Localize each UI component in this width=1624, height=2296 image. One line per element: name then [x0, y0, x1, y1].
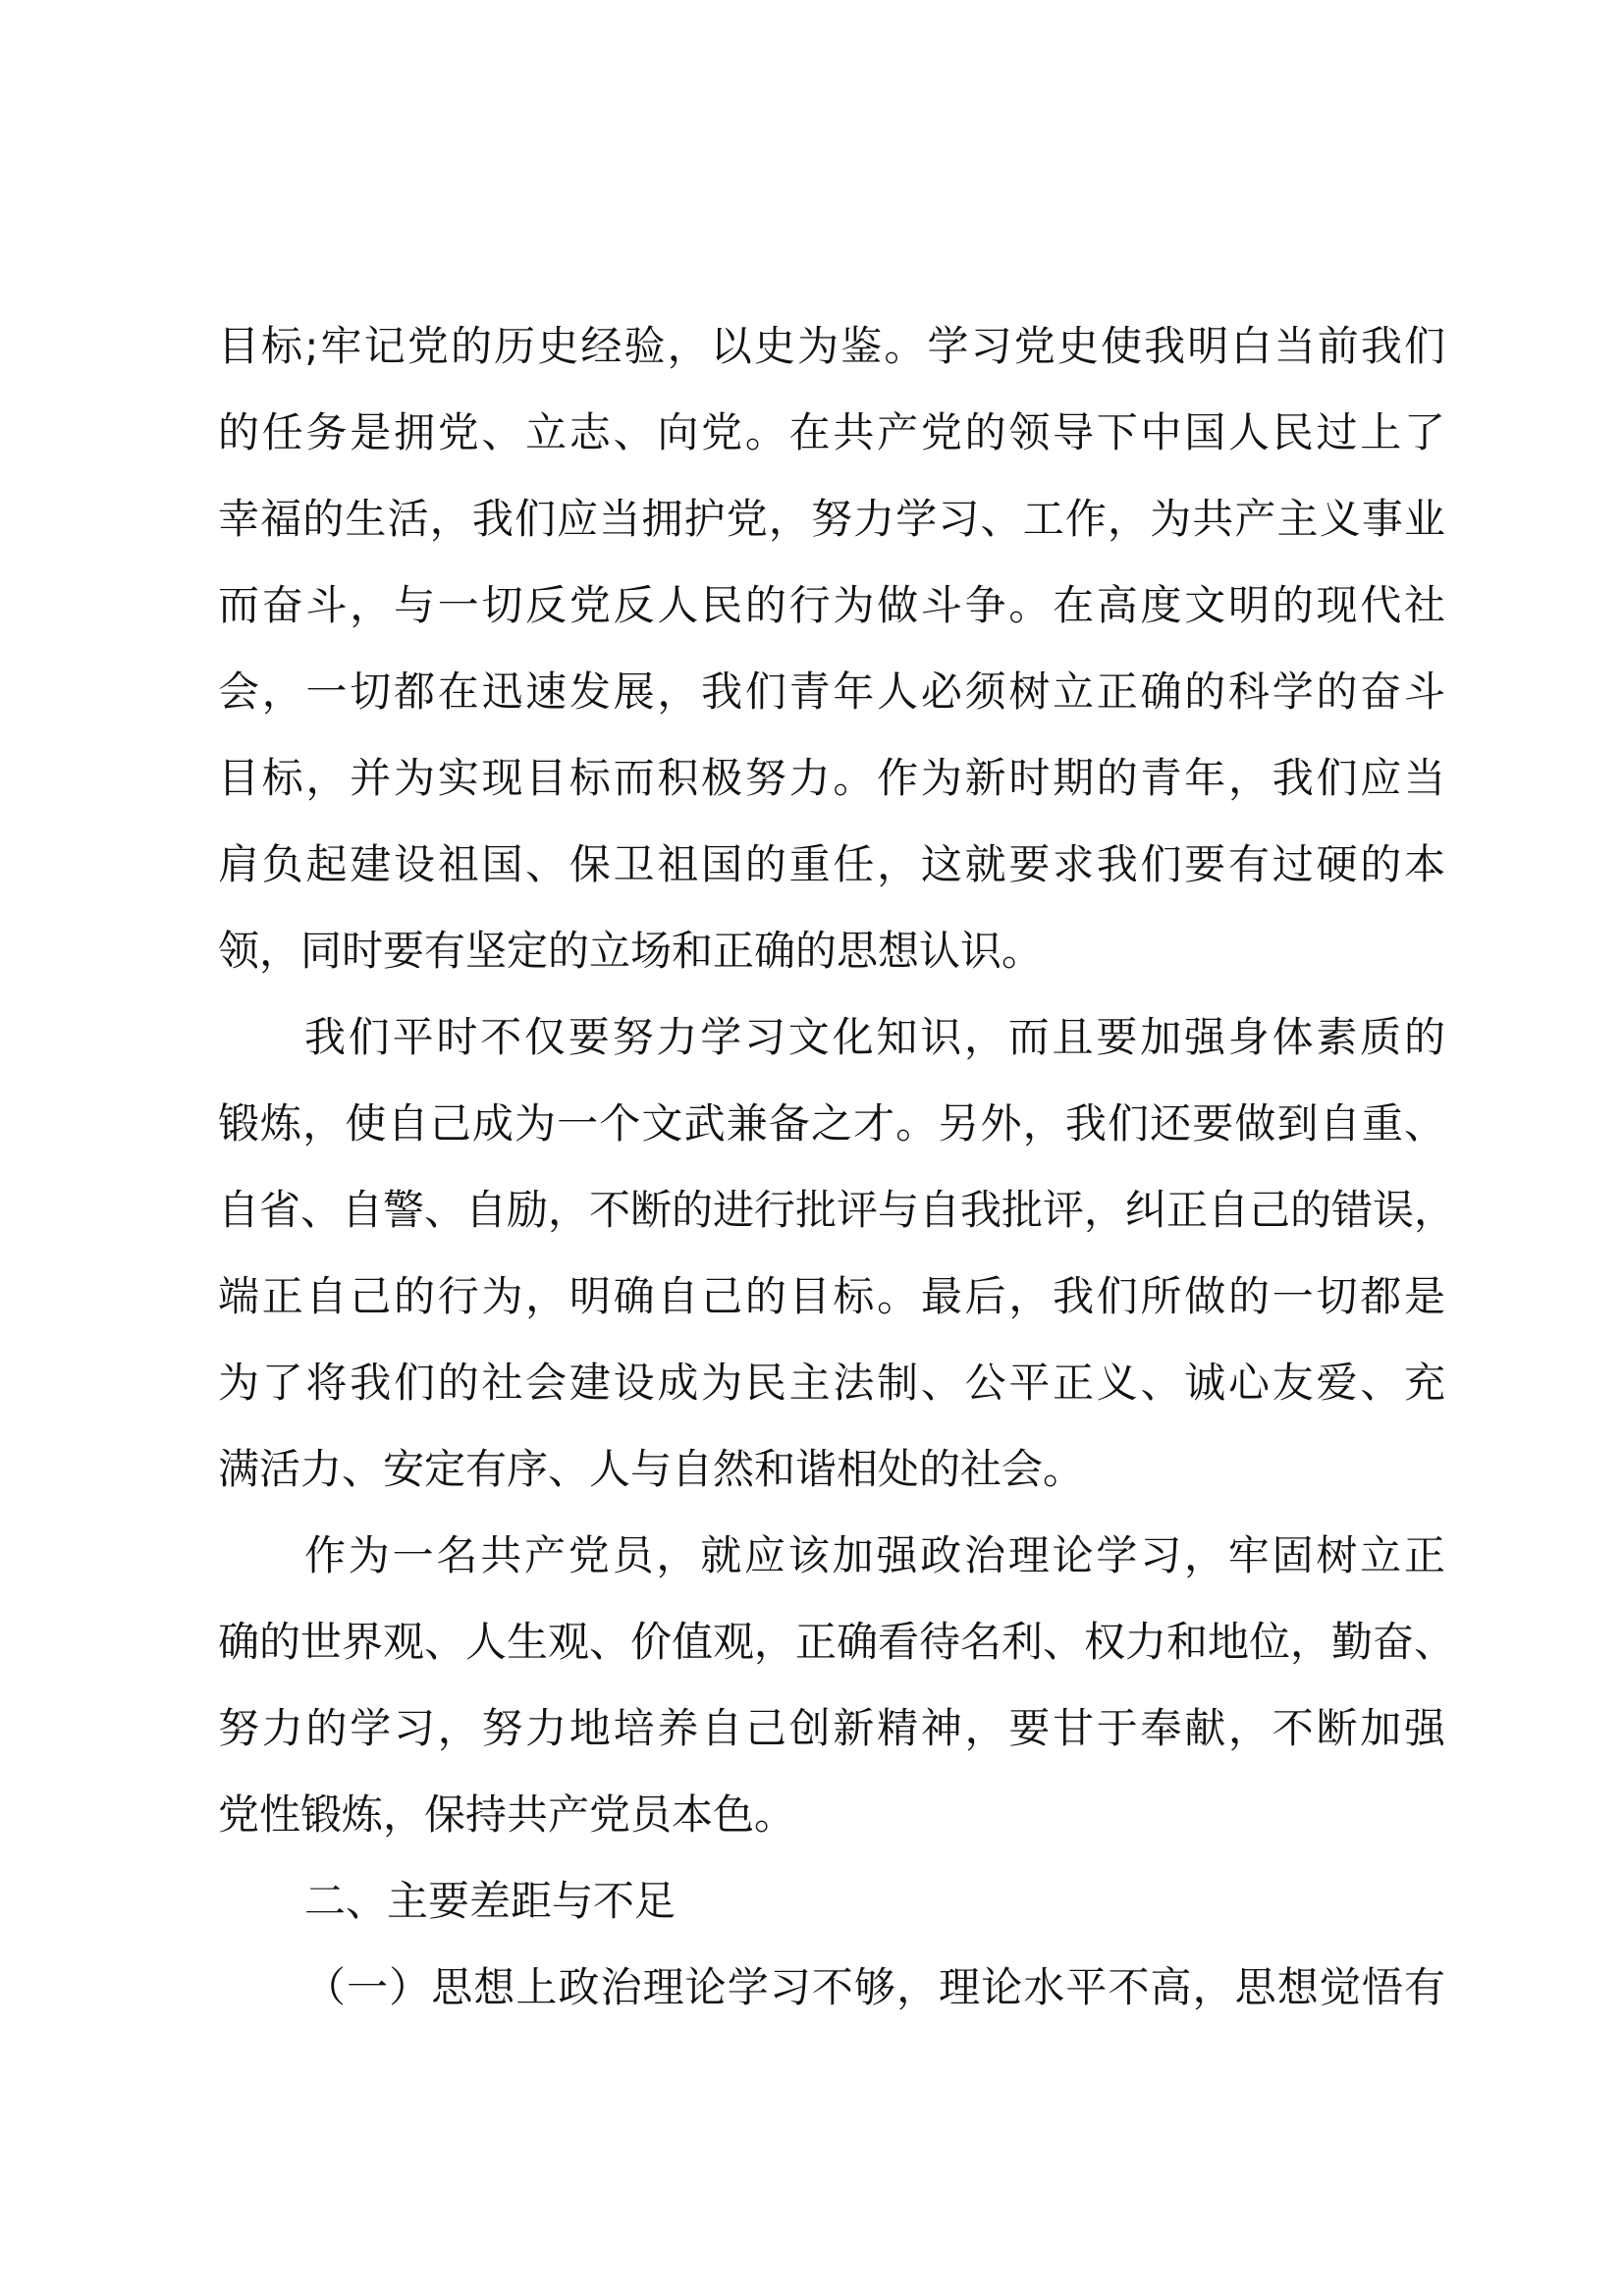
paragraph-line: 自省、自警、自励，不断的进行批评与自我批评，纠正自己的错误，	[218, 1186, 1456, 1234]
paragraph-line: 我们平时不仅要努力学习文化知识，而且要加强身体素质的	[304, 1013, 1445, 1061]
paragraph-line: 会，一切都在迅速发展，我们青年人必须树立正确的科学的奋斗	[218, 667, 1445, 716]
paragraph-line: 领，同时要有坚定的立场和正确的思想认识。	[218, 927, 1044, 975]
paragraph-line: 满活力、安定有序、人与自然和谐相处的社会。	[218, 1445, 1085, 1493]
section-heading: 二、主要差距与不足	[304, 1877, 677, 1925]
subsection-heading: （一）思想上政治理论学习不够，理论水平不高，思想觉悟有	[304, 1963, 1445, 2011]
paragraph-line: 肩负起建设祖国、保卫祖国的重任，这就要求我们要有过硬的本	[218, 840, 1445, 888]
paragraph-line: 幸福的生活，我们应当拥护党，努力学习、工作，为共产主义事业	[218, 495, 1445, 543]
paragraph-line: 锻炼，使自己成为一个文武兼备之才。另外，我们还要做到自重、	[218, 1099, 1445, 1148]
paragraph-line: 端正自己的行为，明确自己的目标。最后，我们所做的一切都是	[218, 1272, 1445, 1320]
paragraph-line: 为了将我们的社会建设成为民主法制、公平正义、诚心友爱、充	[218, 1359, 1445, 1407]
document-body	[218, 303, 1456, 2031]
paragraph-line: 确的世界观、人生观、价值观，正确看待名利、权力和地位，勤奋、	[218, 1618, 1456, 1666]
paragraph-line: 努力的学习，努力地培养自己创新精神，要甘于奉献，不断加强	[218, 1704, 1445, 1752]
paragraph-line: 作为一名共产党员，就应该加强政治理论学习，牢固树立正	[304, 1531, 1445, 1579]
paragraph-line: 而奋斗，与一切反党反人民的行为做斗争。在高度文明的现代社	[218, 581, 1445, 629]
paragraph-line: 目标，并为实现目标而积极努力。作为新时期的青年，我们应当	[218, 754, 1445, 802]
paragraph-line: 党性锻炼，保持共产党员本色。	[218, 1790, 796, 1839]
paragraph-line: 目标;牢记党的历史经验，以史为鉴。学习党史使我明白当前我们	[218, 322, 1445, 370]
paragraph-line: 的任务是拥党、立志、向党。在共产党的领导下中国人民过上了	[218, 408, 1445, 456]
